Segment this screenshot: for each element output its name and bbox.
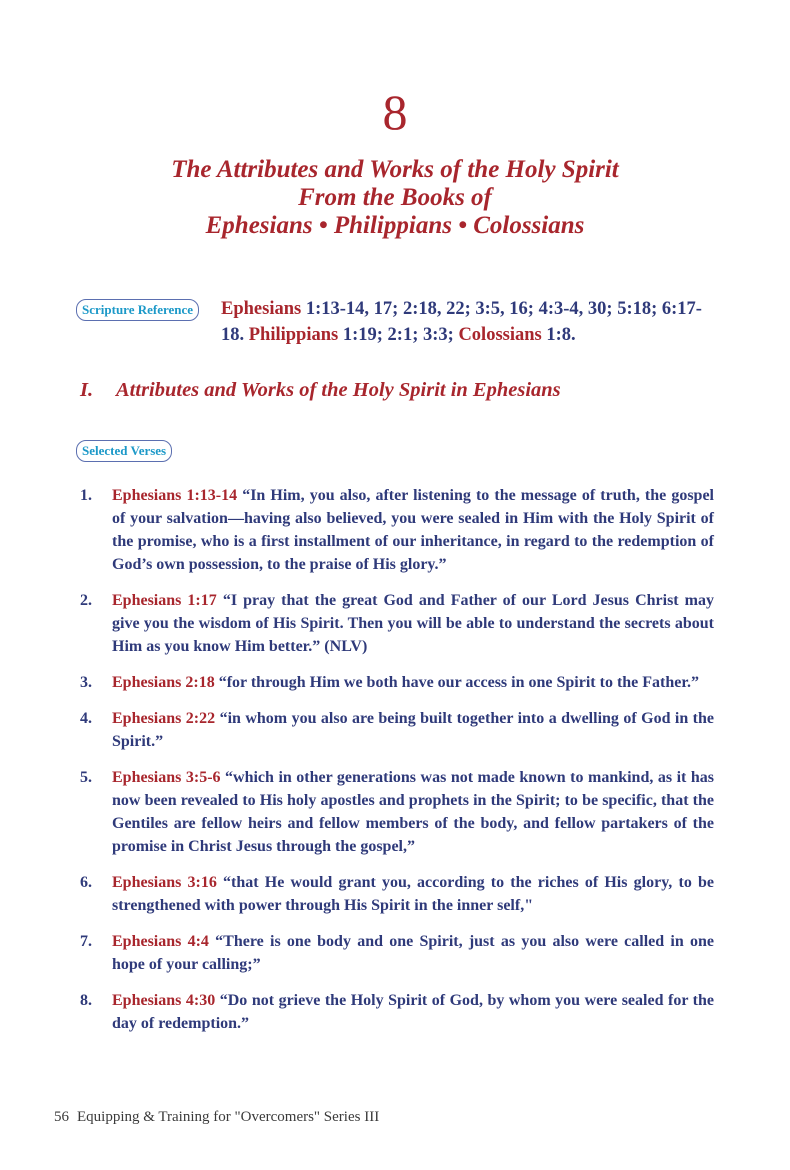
selected-verses-tag: Selected Verses: [76, 440, 172, 462]
verse-number: 3.: [80, 674, 92, 691]
section-numeral: I.: [80, 379, 94, 401]
verse-text: “I pray that the great God and Father of our Lord Jesus Christ may give you the wisdom of His Spirit. Then you will be able to understand the secrets about Him as you know Him better.” (NLV): [112, 592, 715, 655]
verse-reference: Ephesians 3:5-6: [112, 769, 221, 786]
verse-reference: Ephesians 1:13-14: [112, 487, 238, 504]
verse-list: [80, 484, 714, 1048]
reference-chapters: 1:8.: [541, 325, 576, 345]
verse-number: 7.: [80, 933, 92, 950]
scripture-reference-tag: Scripture Reference: [76, 299, 199, 321]
verse-reference: Ephesians 4:30: [112, 992, 216, 1009]
reference-chapters: 1:19; 2:1; 3:3;: [338, 325, 459, 345]
page-footer: [54, 1109, 379, 1126]
verse-text: “There is one body and one Spirit, just as you also were called in one hope of your calling;”: [112, 933, 714, 973]
verse-reference: Ephesians 2:18: [112, 674, 215, 691]
verse-item: [80, 930, 714, 976]
verse-item: [80, 589, 714, 658]
verse-number: 2.: [80, 592, 92, 609]
verse-text: “that He would grant you, according to the riches of His glory, to be strengthened with power through His Spirit in the inner self,": [112, 874, 714, 914]
section-heading: [80, 376, 760, 404]
verse-item: [80, 871, 714, 917]
verse-reference: Ephesians 1:17: [112, 592, 217, 609]
verse-reference: Ephesians 3:16: [112, 874, 217, 891]
series-title: Equipping & Training for "Overcomers" Series III: [77, 1109, 380, 1125]
reference-book: Colossians: [458, 325, 542, 345]
verse-number: 4.: [80, 710, 92, 727]
verse-text: “for through Him we both have our access in one Spirit to the Father.”: [214, 674, 699, 691]
reference-chapters: 1:13-14, 17; 2:18, 22; 3:5, 16; 4:3-4, 30; 5:18; 6:17-18.: [221, 299, 702, 345]
reference-book: Ephesians: [221, 299, 302, 319]
chapter-title: [0, 156, 790, 240]
verse-number: 1.: [80, 487, 92, 504]
verse-number: 6.: [80, 874, 92, 891]
verse-text: “Do not grieve the Holy Spirit of God, by whom you were sealed for the day of redemption.”: [112, 992, 714, 1032]
verse-reference: Ephesians 4:4: [112, 933, 209, 950]
section-title: Attributes and Works of the Holy Spirit in Ephesians: [116, 379, 561, 401]
chapter-title-line: Ephesians • Philippians • Colossians: [205, 212, 585, 239]
scripture-reference-text: [221, 296, 721, 348]
chapter-title-line: From the Books of: [298, 184, 492, 211]
chapter-number: 8: [382, 84, 408, 140]
verse-number: 5.: [80, 769, 92, 786]
verse-reference: Ephesians 2:22: [112, 710, 216, 727]
reference-book: Philippians: [248, 325, 339, 345]
verse-text: “in whom you also are being built together into a dwelling of God in the Spirit.”: [112, 710, 715, 750]
verse-item: [80, 671, 714, 694]
verse-item: [80, 989, 714, 1035]
verse-text: “In Him, you also, after listening to the message of truth, the gospel of your salvation—having also believed, you were sealed in Him with the Holy Spirit of the promise, who is a first installment of our inheritance, in regard to the redemption of God’s own possession, to the praise of His glory.”: [112, 487, 714, 573]
verse-text: “which in other generations was not made known to mankind, as it has now been revealed to His holy apostles and prophets in the Spirit; to be specific, that the Gentiles are fellow heirs and fellow members of the body, and fellow partakers of the promise in Christ Jesus through the gospel,”: [112, 769, 714, 855]
verse-item: [80, 766, 714, 858]
page-number: 56: [54, 1109, 69, 1125]
verse-item: [80, 707, 714, 753]
chapter-title-line: The Attributes and Works of the Holy Spirit: [171, 156, 619, 183]
verse-item: [80, 484, 714, 576]
verse-number: 8.: [80, 992, 92, 1009]
